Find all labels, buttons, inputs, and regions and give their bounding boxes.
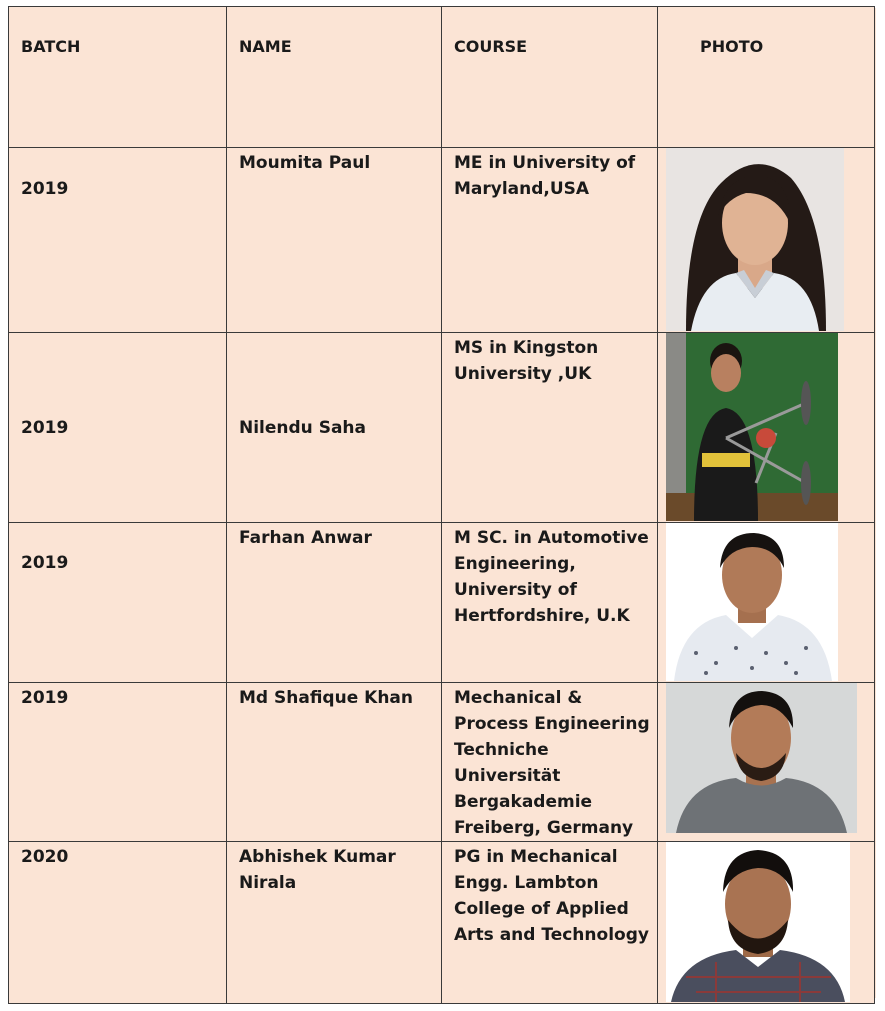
name-cell: Moumita Paul: [227, 148, 442, 333]
batch-cell: 2019: [9, 523, 227, 683]
photo-cell: [658, 333, 875, 523]
portrait-woman-icon: [666, 148, 844, 331]
portrait-man-icon: [666, 683, 857, 833]
course-cell: MS in Kingston University ,UK: [442, 333, 658, 523]
header-batch: BATCH: [9, 7, 227, 148]
batch-cell: 2019: [9, 333, 227, 523]
batch-cell: 2019: [9, 683, 227, 842]
table-row: [9, 148, 875, 333]
course-cell: Mechanical & Process Engineering Techniche Universität Bergakademie Freiberg, Germany: [442, 683, 658, 842]
portrait-man-icon: [666, 523, 838, 681]
course-cell: PG in Mechanical Engg. Lambton College of Applied Arts and Technology: [442, 842, 658, 1004]
header-row: [9, 7, 875, 148]
header-photo: PHOTO: [658, 7, 875, 148]
name-cell: Nilendu Saha: [227, 333, 442, 523]
portrait-man-drone-icon: [666, 333, 838, 521]
course-cell: M SC. in Automotive Engineering, University of Hertfordshire, U.K: [442, 523, 658, 683]
name-cell: Md Shafique Khan: [227, 683, 442, 842]
name-cell: Abhishek Kumar Nirala: [227, 842, 442, 1004]
name-cell: Farhan Anwar: [227, 523, 442, 683]
course-cell: ME in University of Maryland,USA: [442, 148, 658, 333]
table-row: [9, 333, 875, 523]
batch-cell: 2019: [9, 148, 227, 333]
photo-cell: [658, 523, 875, 683]
table-row: [9, 683, 875, 842]
batch-cell: 2020: [9, 842, 227, 1004]
photo-cell: [658, 842, 875, 1004]
header-name: NAME: [227, 7, 442, 148]
photo-cell: [658, 683, 875, 842]
header-course: COURSE: [442, 7, 658, 148]
photo-cell: [658, 148, 875, 333]
alumni-table: [8, 6, 875, 1004]
table-row: [9, 842, 875, 1004]
table-row: [9, 523, 875, 683]
portrait-man-icon: [666, 842, 850, 1002]
